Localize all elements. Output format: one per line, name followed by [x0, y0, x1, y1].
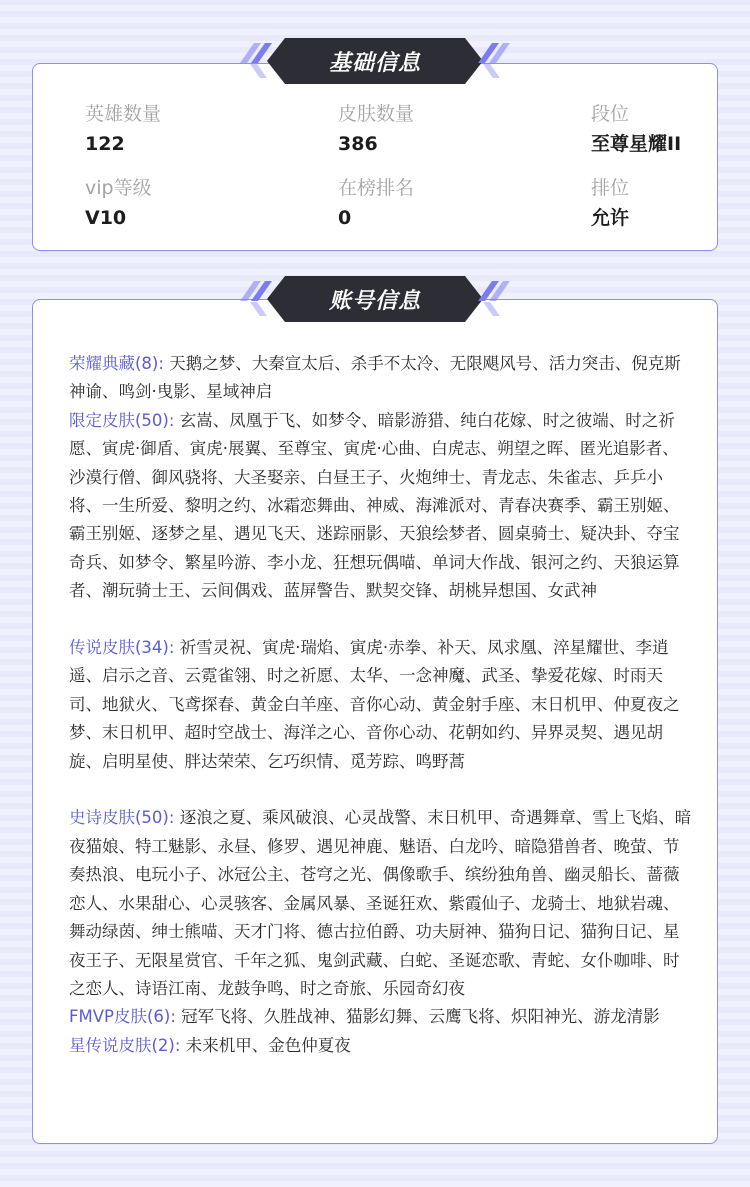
- section-spacer: [69, 606, 693, 634]
- account-info-card: [32, 299, 718, 1144]
- stat-value: V10: [85, 207, 127, 229]
- stat-label: 段位: [591, 103, 630, 125]
- skin-section-star-legendary: [69, 1032, 693, 1060]
- stat-hero-count: [85, 102, 338, 156]
- stat-label: 在榜排名: [338, 177, 415, 199]
- stat-label: 皮肤数量: [338, 103, 415, 125]
- skin-category: 荣耀典藏(8):: [69, 354, 164, 373]
- skin-section-fmvp: [69, 1003, 693, 1031]
- skin-category: 星传说皮肤(2):: [69, 1035, 181, 1055]
- basic-info-card: [32, 63, 718, 251]
- skin-items: 冠军飞将、久胜战神、猫影幻舞、云鹰飞将、炽阳神光、游龙清影: [181, 1007, 660, 1027]
- skin-section-epic: [69, 804, 693, 1003]
- section-spacer: [69, 776, 693, 804]
- stat-value: 0: [338, 207, 352, 229]
- skin-items: 天鹅之梦、大秦宣太后、杀手不太冷、无限飓风号、活力突击、倪克斯神谕、鸣剑·曳影、星域神启: [69, 354, 681, 402]
- basic-info-header: [267, 38, 483, 84]
- stat-value: 386: [338, 133, 378, 155]
- skin-category: FMVP皮肤(6):: [69, 1007, 176, 1027]
- skin-list: [69, 350, 693, 1060]
- skin-section-legendary: [69, 634, 693, 776]
- skin-items: 祈雪灵祝、寅虎·瑞焰、寅虎·赤拳、补天、凤求凰、淬星耀世、李逍遥、启示之音、云霓雀翎、时之祈愿、太华、一念神魔、武圣、挚爱花嫁、时雨天司、地狱火、飞鸢探春、黄金白羊座、音你心动、黄金射手座、末日机甲、仲夏夜之梦、末日机甲、超时空战士、海洋之心、音你心动、花朝如约、异界灵契、遇见胡旋、启明星使、胖达荣荣、乞巧织情、觅芳踪、鸣野蒿: [69, 638, 680, 771]
- stat-vip-level: [85, 176, 338, 230]
- account-info-header: [267, 276, 483, 322]
- skin-items: 逐浪之夏、乘风破浪、心灵战警、末日机甲、奇遇舞章、雪上飞焰、暗夜猫娘、特工魅影、永昼、修罗、遇见神鹿、魅语、白龙吟、暗隐猎兽者、晚萤、节奏热浪、电玩小子、冰冠公主、苍穹之光、偶像歌手、缤纷独角兽、幽灵船长、蔷薇恋人、水果甜心、心灵骇客、金属风暴、圣诞狂欢、紫霞仙子、龙骑士、地狱岩魂、舞动绿茵、绅士熊喵、天才门将、德古拉伯爵、功夫厨神、猫狗日记、猫狗日记、星夜王子、无限星赏官、千年之狐、鬼剑武藏、白蛇、圣诞恋歌、青蛇、女仆咖啡、时之恋人、诗语江南、龙鼓争鸣、时之奇旅、乐园奇幻夜: [69, 808, 692, 998]
- stat-label: 排位: [591, 177, 630, 199]
- stat-leaderboard-rank: [338, 176, 591, 230]
- skin-section-limited: [69, 407, 693, 606]
- skin-items: 玄嵩、凤凰于飞、如梦令、暗影游猎、纯白花嫁、时之彼端、时之祈愿、寅虎·御盾、寅虎·展翼、至尊宝、寅虎·心曲、白虎志、朔望之晖、匿光追影者、沙漠行僧、御风骁将、大圣娶亲、白昼王子、火炮绅士、青龙志、朱雀志、乒乒小将、一生所爱、黎明之约、冰霜恋舞曲、神威、海滩派对、青春决赛季、霸王别姬、霸王别姬、逐梦之星、遇见飞天、迷踪丽影、天狼绘梦者、圆桌骑士、疑决卦、夺宝奇兵、如梦令、繁星吟游、李小龙、狂想玩偶喵、单词大作战、银河之约、天狼运算者、潮玩骑士王、云间偶戏、蓝屏警告、默契交锋、胡桃异想国、女武神: [69, 410, 680, 601]
- basic-info-title: 基础信息: [328, 50, 421, 76]
- stat-label: 英雄数量: [85, 103, 162, 125]
- stats-grid: [85, 102, 695, 230]
- stat-value: 允许: [591, 207, 630, 229]
- stat-ranked-allowed: [591, 176, 695, 230]
- skin-section-honor-collection: [69, 350, 693, 407]
- skin-category: 史诗皮肤(50):: [69, 808, 175, 828]
- stat-value: 至尊星耀II: [591, 133, 682, 155]
- skin-category: 限定皮肤(50):: [69, 410, 175, 430]
- stat-skin-count: [338, 102, 591, 156]
- skin-items: 未来机甲、金色仲夏夜: [185, 1035, 351, 1055]
- stat-rank-tier: [591, 102, 695, 156]
- skin-category: 传说皮肤(34):: [69, 638, 175, 658]
- account-info-title: 账号信息: [328, 288, 421, 314]
- stat-label: vip等级: [85, 177, 152, 199]
- stat-value: 122: [85, 133, 125, 155]
